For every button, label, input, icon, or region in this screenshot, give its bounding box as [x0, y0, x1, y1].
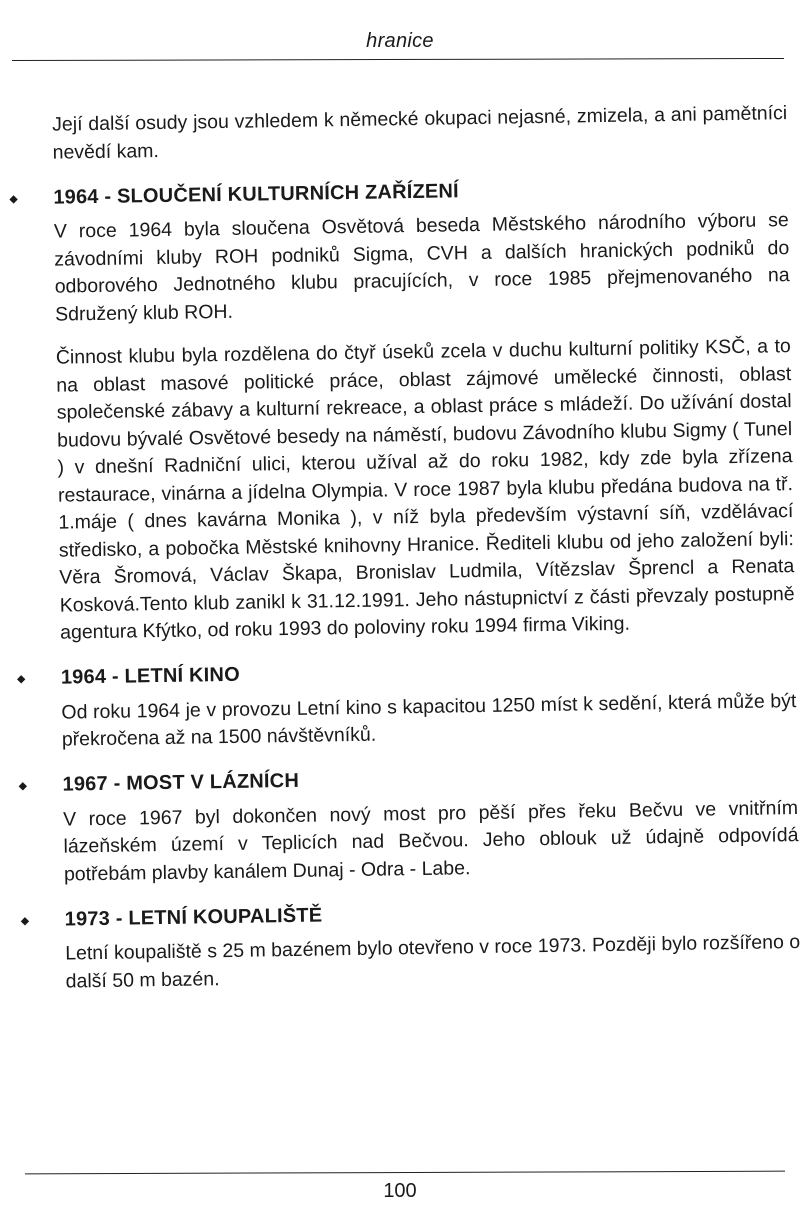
- page-number: 100: [383, 1180, 417, 1202]
- diamond-bullet-icon: ◆: [18, 780, 28, 793]
- running-header: hranice: [366, 30, 434, 52]
- section-paragraph: Letní koupaliště s 25 m bazénem bylo otevřeno v roce 1973. Později bylo rozšířeno o další 50 m bazén.: [65, 931, 800, 993]
- diamond-bullet-icon: ◆: [20, 914, 30, 927]
- section-paragraph: Od roku 1964 je v provozu Letní kino s kapacitou 1250 míst k sedění, která může být překročena až na 1500 návštěvníků.: [61, 689, 797, 751]
- section-letni-kino: [16, 649, 800, 754]
- diamond-bullet-icon: ◆: [16, 673, 26, 686]
- section-heading: 1967 - MOST V LÁZNÍCH: [62, 769, 300, 796]
- page-body: [9, 100, 800, 996]
- section-heading: 1973 - LETNÍ KOUPALIŠTĚ: [64, 904, 323, 931]
- section-paragraph: Činnost klubu byla rozdělena do čtyř úseků zcela v duchu kulturní politiky KSČ, a to na oblast masové politické práce, oblast zájmové umělecké činnosti, oblast společenské zábavy a kulturní rekreace, a oblast práce s mládeží. Do užívání dostal budovu bývalé Osvětové besedy na náměstí, budovu Závodního klubu Sigmy ( Tunel ) v dnešní Radniční ulici, kterou užíval až do roku 1982, kdy zde byla zřízena restaurace, vinárna a jídelna Olympia. V roce 1987 byla klubu předána budova na tř. 1.máje ( dnes kavárna Monika ), v níž byla především výstavní síň, vzdělávací středisko, a pobočka Městské knihovny Hranice. Řediteli klubu od jeho založení byli: Věra Šromová, Václav Škapa, Bronislav Ludmila, Vítězslav Šprencl a Renata Kosková.Tento klub zanikl k 31.12.1991. Jeho nástupnictví z části převzaly postupně agentura Kfýtko, od roku 1993 do poloviny roku 1994 firma Viking.: [55, 335, 795, 644]
- section-paragraph: V roce 1964 byla sloučena Osvětová beseda Městského národního výboru se závodními kluby ROH podniků Sigma, CVH a dalších hranických podniků do odborového Jednotného klubu pracujících, v roce 1985 přejmenovaného na Sdružený klub ROH.: [53, 209, 790, 326]
- section-heading: 1964 - LETNÍ KINO: [60, 663, 241, 689]
- header-rule: [12, 58, 784, 61]
- section-slouceni: [9, 169, 798, 647]
- section-paragraph: V roce 1967 byl dokončen nový most pro pěší přes řeku Bečvu ve vnitřním lázeňském území v Teplicích nad Bečvou. Jeho oblouk už údajně odpovídá potřebám plavby kanálem Dunaj - Odra - Labe.: [62, 796, 799, 886]
- section-letni-koupaliste: [20, 891, 800, 996]
- section-most-v-laznich: [18, 756, 800, 888]
- intro-paragraph: Její další osudy jsou vzhledem k německé okupaci nejasné, zmizela, a ani pamětníci nevědí kam.: [52, 102, 788, 164]
- diamond-bullet-icon: ◆: [9, 192, 18, 205]
- section-heading: 1964 - SLOUČENÍ KULTURNÍCH ZAŘÍZENÍ: [53, 179, 460, 209]
- footer-rule: [25, 1171, 785, 1175]
